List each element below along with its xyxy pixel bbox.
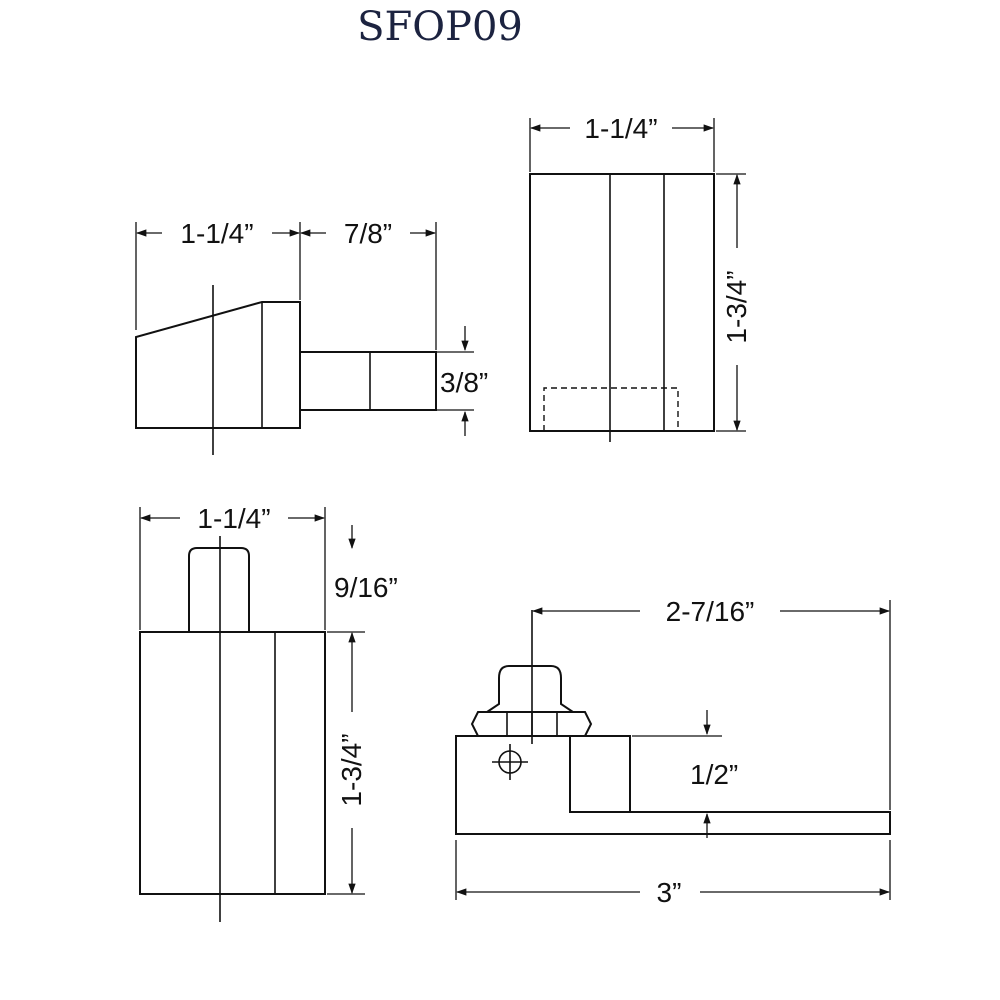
dim-front-width: 1-1/4” [197, 503, 271, 534]
dim-end-width: 1-1/4” [584, 113, 658, 144]
dim-front-knob-height: 9/16” [334, 572, 398, 603]
dim-side-tab-length: 7/8” [343, 218, 393, 249]
drawing-title: SFOP09 [357, 4, 523, 50]
dim-end-height: 1-3/4” [721, 270, 752, 344]
side-view [136, 218, 488, 455]
dim-top-step: 1/2” [690, 759, 739, 790]
top-view [456, 596, 890, 908]
dim-top-offset: 2-7/16” [665, 596, 755, 627]
dim-front-height: 1-3/4” [336, 733, 367, 807]
dim-top-length: 3” [656, 877, 682, 908]
dim-side-tab-height: 3/8” [440, 367, 489, 398]
front-view [140, 503, 398, 922]
end-view [530, 113, 752, 442]
dim-side-width: 1-1/4” [180, 218, 254, 249]
